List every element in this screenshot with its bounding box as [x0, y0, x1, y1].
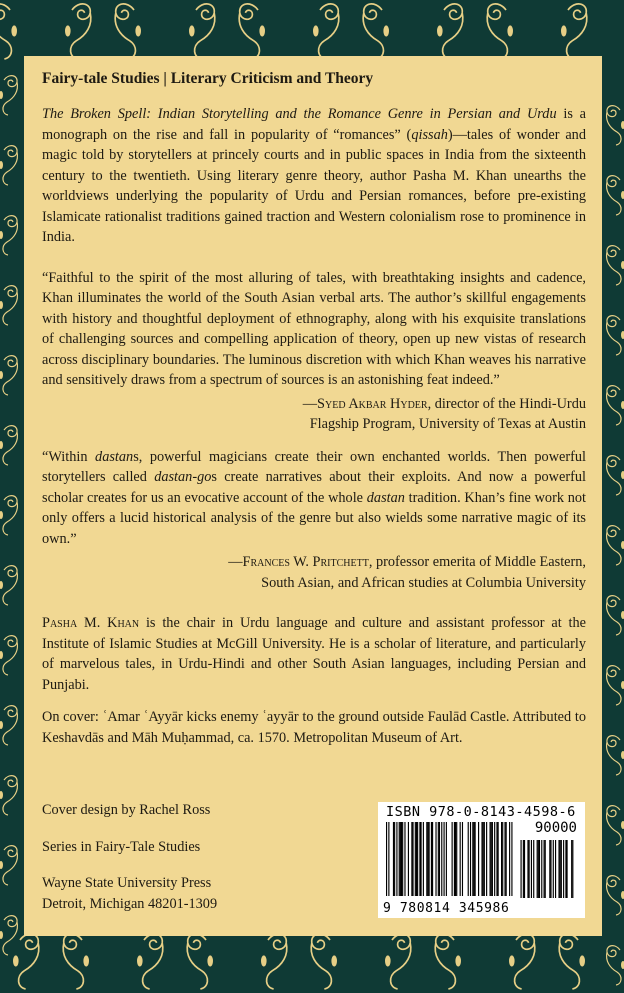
ornament-swirl — [261, 934, 287, 989]
ornament-swirl — [607, 736, 624, 775]
ornament-swirl — [607, 806, 624, 845]
cover-design-credit: Cover design by Rachel Ross — [42, 802, 211, 818]
ornament-swirl — [313, 4, 339, 59]
ornament-swirl — [607, 876, 624, 915]
publisher-name: Wayne State University Press — [42, 875, 212, 891]
endorsement-quote-pritchett: “Within dastans, powerful magicians create their own enchanted worlds. Then powerful storytellers called dastan-gos create narratives about their exploits. And now a powerful scholar creates for us an evocative account of the whole dastan tradition. Khan’s fine work not only offers a lucid historical analysis of the genre but also wields some narrative magic of its own.” — [42, 448, 587, 547]
ornament-swirl — [561, 4, 587, 59]
ornament-swirl — [0, 916, 17, 955]
ornament-swirl — [137, 934, 163, 989]
ornament-swirl — [607, 666, 624, 705]
series-credit: Series in Fairy-Tale Studies — [42, 838, 201, 855]
publisher-location: Detroit, Michigan 48201-1309 — [42, 895, 218, 912]
book-title: The Broken Spell: Indian Storytelling and the Romance Genre in Persian and Urdu — [42, 106, 557, 122]
ornament-swirl — [607, 946, 624, 985]
ornament-swirl — [607, 246, 624, 285]
author-name: Pasha M. Khan — [42, 615, 140, 631]
ornament-swirl — [435, 934, 461, 989]
ornament-swirl — [0, 496, 17, 535]
ornament-swirl — [607, 176, 624, 215]
ornament-swirl — [0, 846, 17, 885]
ornament-swirl — [0, 216, 17, 255]
ornament-swirl — [63, 934, 89, 989]
endorsement-attribution-hyder: —Syed Akbar Hyder, director of the Hindi-Urdu Flagship Program, University of Texas at Austin — [302, 395, 586, 432]
ornament-swirl — [0, 356, 17, 395]
price-addon-code: 90000 — [534, 820, 577, 836]
ornament-swirl — [385, 934, 411, 989]
endorser-name: Frances W. Pritchett — [242, 554, 369, 570]
ornament-swirl — [607, 596, 624, 635]
ornament-swirl — [187, 934, 213, 989]
ornament-swirl — [0, 286, 17, 325]
ornament-swirl — [559, 934, 585, 989]
ornament-swirl — [13, 934, 39, 989]
ornament-swirl — [65, 4, 91, 59]
endorser-name: Syed Akbar Hyder — [317, 395, 428, 412]
book-description: The Broken Spell: Indian Storytelling and the Romance Genre in Persian and Urdu is a monograph on the rise and fall in popularity of “romances” (qissah)—tales of wonder and magic told by storytellers at princely courts and in public spaces in India from the sixteenth century to the twentieth. Using literary genre theory, author Pasha M. Khan unearths the worldviews underlying the popularity of Urdu and Persian romances, before pre-existing Islamicate rationalist traditions gained traction and Western colonialism rose to prominence in India. — [42, 106, 586, 245]
ornament-swirl — [607, 316, 624, 355]
ornament-swirl — [509, 934, 535, 989]
ornament-swirl — [0, 426, 17, 465]
endorsement-quote-hyder: “Faithful to the spirit of the most alluring of tales, with breathtaking insights and cadence, Khan illuminates the world of the South Asian verbal arts. The author’s skillful engagements with history and thoughtful deployment of ethnography, along with his exquisite translations of challenging sources and compelling application of theory, open up new vistas of research across disciplinary boundaries. The luminous discretion with which Khan weaves his narrative and sensitively draws from a spectrum of sources is an astonishing feat indeed.” — [42, 269, 586, 388]
author-bio: Pasha M. Khan is the chair in Urdu language and culture and assistant professor at the Institute of Islamic Studies at McGill University. He is a scholar of literature, and particularly of marvelous tales, in Urdu-Hindi and other South Asian languages, including Persian and Punjabi. — [42, 615, 586, 693]
ornament-swirl — [607, 526, 624, 565]
ornament-swirl — [311, 934, 337, 989]
ornament-swirl — [239, 4, 265, 59]
ornament-swirl — [0, 776, 17, 815]
ornament-swirl — [0, 566, 17, 605]
endorsement-attribution-pritchett: —Frances W. Pritchett, professor emerita of Middle Eastern, South Asian, and African studies at Columbia University — [228, 554, 586, 591]
isbn-barcode — [378, 802, 585, 918]
ornament-swirl — [437, 4, 463, 59]
isbn-text: ISBN 978-0-8143-4598-6 — [386, 804, 576, 820]
series-heading: Fairy-tale Studies | Literary Criticism and Theory — [42, 70, 374, 87]
ornament-swirl — [115, 4, 141, 59]
barcode-digits: 9 780814 345986 — [383, 901, 510, 916]
ornament-swirl — [0, 706, 17, 745]
cover-image-note: On cover: ʿAmar ʿAyyār kicks enemy ʿayyār to the ground outside Faulād Castle. Attributed to Keshavdās and Māh Muḥammad, ca. 1570. Metropolitan Museum of Art. — [42, 709, 586, 746]
back-cover-text-panel — [24, 56, 602, 936]
ornament-swirl — [0, 76, 17, 115]
credits-block — [42, 800, 217, 914]
ornament-swirl — [363, 4, 389, 59]
ornament-swirl — [607, 386, 624, 425]
ornament-swirl — [0, 146, 17, 185]
ornament-swirl — [0, 4, 17, 59]
ornament-swirl — [607, 106, 624, 145]
ornament-swirl — [189, 4, 215, 59]
ornament-swirl — [607, 456, 624, 495]
barcode-bars — [384, 822, 580, 898]
ornament-swirl — [0, 636, 17, 675]
ornament-swirl — [487, 4, 513, 59]
